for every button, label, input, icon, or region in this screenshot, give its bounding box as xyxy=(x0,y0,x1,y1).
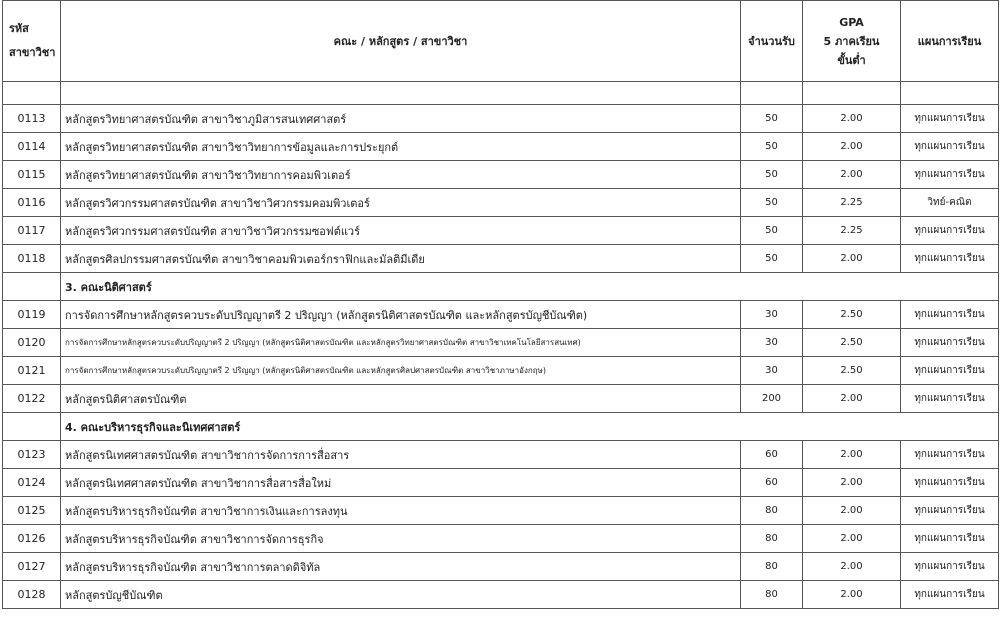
program-plan: ทุกแผนการเรียน xyxy=(901,217,999,245)
program-seats: 80 xyxy=(741,497,803,525)
program-name: หลักสูตรวิศวกรรมศาสตรบัณฑิต สาขาวิชาวิศวกรรมซอฟต์แวร์ xyxy=(61,217,741,245)
program-code: 0114 xyxy=(3,133,61,161)
program-code: 0117 xyxy=(3,217,61,245)
section-code-cell xyxy=(3,413,61,441)
program-code: 0127 xyxy=(3,553,61,581)
program-seats: 50 xyxy=(741,217,803,245)
program-plan: ทุกแผนการเรียน xyxy=(901,553,999,581)
program-code: 0118 xyxy=(3,245,61,273)
program-plan: ทุกแผนการเรียน xyxy=(901,105,999,133)
program-plan: ทุกแผนการเรียน xyxy=(901,133,999,161)
program-seats: 60 xyxy=(741,469,803,497)
program-gpa: 2.00 xyxy=(803,441,901,469)
table-row xyxy=(3,525,999,553)
program-gpa: 2.50 xyxy=(803,301,901,329)
program-gpa: 2.00 xyxy=(803,385,901,413)
program-seats: 60 xyxy=(741,441,803,469)
table-row xyxy=(3,441,999,469)
section-row xyxy=(3,413,999,441)
program-name: หลักสูตรนิติศาสตรบัณฑิต xyxy=(61,385,741,413)
header-seats: จำนวนรับ xyxy=(741,1,803,82)
table-row xyxy=(3,301,999,329)
header-gpa-line3: ขั้นต่ำ xyxy=(837,53,866,67)
program-seats: 30 xyxy=(741,357,803,385)
blank-cell xyxy=(61,82,741,105)
program-name: หลักสูตรศิลปกรรมศาสตรบัณฑิต สาขาวิชาคอมพิวเตอร์กราฟิกและมัลติมีเดีย xyxy=(61,245,741,273)
section-title-business: 4. คณะบริหารธุรกิจและนิเทศศาสตร์ xyxy=(61,413,999,441)
program-gpa: 2.00 xyxy=(803,581,901,609)
header-code xyxy=(3,1,61,82)
program-gpa: 2.00 xyxy=(803,161,901,189)
group-2-rows xyxy=(3,301,999,413)
program-seats: 30 xyxy=(741,301,803,329)
program-seats: 200 xyxy=(741,385,803,413)
program-plan: วิทย์-คณิต xyxy=(901,189,999,217)
program-name: หลักสูตรนิเทศศาสตรบัณฑิต สาขาวิชาการสื่อสารสื่อใหม่ xyxy=(61,469,741,497)
header-code-line2: สาขาวิชา xyxy=(9,46,56,59)
program-seats: 80 xyxy=(741,581,803,609)
table-row xyxy=(3,217,999,245)
blank-cell xyxy=(3,82,61,105)
program-seats: 50 xyxy=(741,133,803,161)
blank-cell xyxy=(901,82,999,105)
table-row xyxy=(3,133,999,161)
table-row xyxy=(3,469,999,497)
program-name: หลักสูตรวิทยาศาสตรบัณฑิต สาขาวิชาภูมิสารสนเทศศาสตร์ xyxy=(61,105,741,133)
program-gpa: 2.00 xyxy=(803,553,901,581)
program-gpa: 2.00 xyxy=(803,525,901,553)
program-gpa: 2.50 xyxy=(803,329,901,357)
program-name: หลักสูตรบัญชีบัณฑิต xyxy=(61,581,741,609)
table-row xyxy=(3,385,999,413)
program-plan: ทุกแผนการเรียน xyxy=(901,245,999,273)
blank-row xyxy=(3,82,999,105)
table-row xyxy=(3,161,999,189)
program-plan: ทุกแผนการเรียน xyxy=(901,525,999,553)
program-gpa: 2.00 xyxy=(803,469,901,497)
section-title-law: 3. คณะนิติศาสตร์ xyxy=(61,273,999,301)
admission-table xyxy=(2,0,999,609)
program-name: หลักสูตรบริหารธุรกิจบัณฑิต สาขาวิชาการเงินและการลงทุน xyxy=(61,497,741,525)
program-seats: 30 xyxy=(741,329,803,357)
program-code: 0115 xyxy=(3,161,61,189)
program-name: หลักสูตรบริหารธุรกิจบัณฑิต สาขาวิชาการตลาดดิจิทัล xyxy=(61,553,741,581)
header-plan: แผนการเรียน xyxy=(901,1,999,82)
table-row xyxy=(3,189,999,217)
header-gpa xyxy=(803,1,901,82)
program-code: 0122 xyxy=(3,385,61,413)
table-row xyxy=(3,357,999,385)
blank-cell xyxy=(803,82,901,105)
program-plan: ทุกแผนการเรียน xyxy=(901,581,999,609)
program-gpa: 2.00 xyxy=(803,133,901,161)
table-header-row xyxy=(3,1,999,82)
program-seats: 80 xyxy=(741,553,803,581)
header-name: คณะ / หลักสูตร / สาขาวิชา xyxy=(61,1,741,82)
program-plan: ทุกแผนการเรียน xyxy=(901,497,999,525)
program-seats: 50 xyxy=(741,189,803,217)
program-plan: ทุกแผนการเรียน xyxy=(901,469,999,497)
program-name: การจัดการศึกษาหลักสูตรควบระดับปริญญาตรี 2 ปริญญา (หลักสูตรนิติศาสตรบัณฑิต และหลักสูตรบัญชีบัณฑิต) xyxy=(61,301,741,329)
program-gpa: 2.25 xyxy=(803,189,901,217)
program-code: 0125 xyxy=(3,497,61,525)
program-name: การจัดการศึกษาหลักสูตรควบระดับปริญญาตรี 2 ปริญญา (หลักสูตรนิติศาสตรบัณฑิต และหลักสูตรศิลปศาสตรบัณฑิต สาขาวิชาภาษาอังกฤษ) xyxy=(61,357,741,385)
blank-cell xyxy=(741,82,803,105)
header-code-line1: รหัส xyxy=(9,22,29,35)
program-plan: ทุกแผนการเรียน xyxy=(901,441,999,469)
program-gpa: 2.00 xyxy=(803,105,901,133)
program-name: หลักสูตรวิศวกรรมศาสตรบัณฑิต สาขาวิชาวิศวกรรมคอมพิวเตอร์ xyxy=(61,189,741,217)
program-gpa: 2.00 xyxy=(803,245,901,273)
program-name: หลักสูตรบริหารธุรกิจบัณฑิต สาขาวิชาการจัดการธุรกิจ xyxy=(61,525,741,553)
program-seats: 50 xyxy=(741,161,803,189)
program-name: หลักสูตรวิทยาศาสตรบัณฑิต สาขาวิชาวิทยาการข้อมูลและการประยุกต์ xyxy=(61,133,741,161)
program-code: 0113 xyxy=(3,105,61,133)
section-code-cell xyxy=(3,273,61,301)
group-3-rows xyxy=(3,441,999,609)
program-gpa: 2.00 xyxy=(803,497,901,525)
table-row xyxy=(3,497,999,525)
program-name: หลักสูตรวิทยาศาสตรบัณฑิต สาขาวิชาวิทยาการคอมพิวเตอร์ xyxy=(61,161,741,189)
table-row xyxy=(3,329,999,357)
program-code: 0120 xyxy=(3,329,61,357)
program-name: หลักสูตรนิเทศศาสตรบัณฑิต สาขาวิชาการจัดการการสื่อสาร xyxy=(61,441,741,469)
program-code: 0123 xyxy=(3,441,61,469)
table-row xyxy=(3,553,999,581)
program-code: 0126 xyxy=(3,525,61,553)
program-plan: ทุกแผนการเรียน xyxy=(901,301,999,329)
program-code: 0119 xyxy=(3,301,61,329)
program-code: 0128 xyxy=(3,581,61,609)
program-seats: 50 xyxy=(741,245,803,273)
program-plan: ทุกแผนการเรียน xyxy=(901,385,999,413)
program-gpa: 2.25 xyxy=(803,217,901,245)
program-code: 0121 xyxy=(3,357,61,385)
program-code: 0124 xyxy=(3,469,61,497)
program-seats: 50 xyxy=(741,105,803,133)
header-gpa-line2: 5 ภาคเรียน xyxy=(823,34,880,48)
program-seats: 80 xyxy=(741,525,803,553)
program-name: การจัดการศึกษาหลักสูตรควบระดับปริญญาตรี 2 ปริญญา (หลักสูตรนิติศาสตรบัณฑิต และหลักสูตรวิทยาศาสตรบัณฑิต สาขาวิชาเทคโนโลยีสารสนเทศ) xyxy=(61,329,741,357)
header-gpa-line1: GPA xyxy=(839,15,864,29)
program-plan: ทุกแผนการเรียน xyxy=(901,161,999,189)
program-gpa: 2.50 xyxy=(803,357,901,385)
program-plan: ทุกแผนการเรียน xyxy=(901,329,999,357)
program-code: 0116 xyxy=(3,189,61,217)
group-1-rows xyxy=(3,105,999,273)
table-row xyxy=(3,245,999,273)
program-plan: ทุกแผนการเรียน xyxy=(901,357,999,385)
section-row xyxy=(3,273,999,301)
table-row xyxy=(3,581,999,609)
table-row xyxy=(3,105,999,133)
